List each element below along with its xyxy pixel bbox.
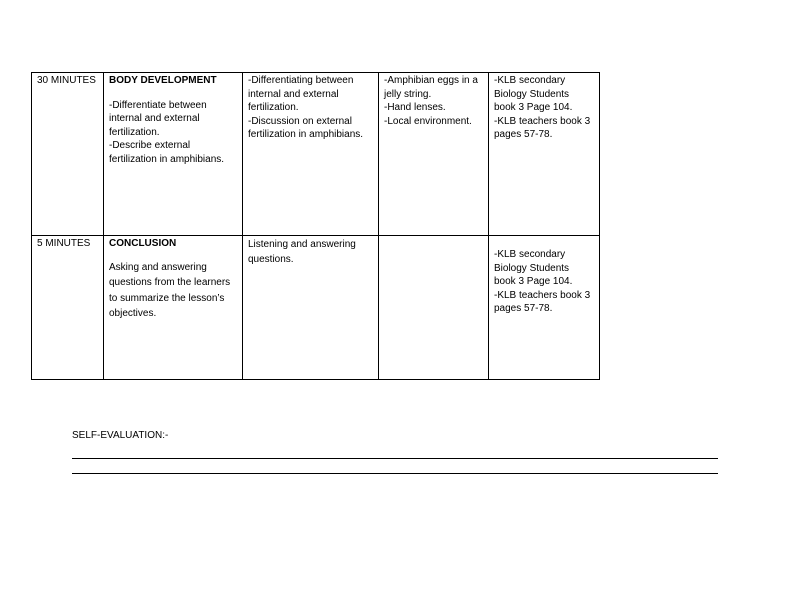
content-cell (104, 73, 243, 236)
learning-resources: -Amphibian eggs in a jelly string. -Hand lenses. -Local environment. (384, 75, 478, 127)
step-heading: CONCLUSION (109, 238, 177, 249)
content-cell (104, 236, 243, 380)
lesson-plan-table (31, 72, 600, 380)
time-cell (32, 236, 104, 380)
writing-line (72, 458, 718, 459)
step-heading: BODY DEVELOPMENT (109, 75, 217, 86)
resources-cell (379, 73, 489, 236)
writing-line (72, 473, 718, 474)
references-cell (489, 73, 600, 236)
table-row (32, 236, 600, 380)
activities-cell (243, 73, 379, 236)
learning-activities: -Differentiating between internal and external fertilization. -Discussion on external fertilization in amphibians. (248, 75, 364, 140)
step-content: -Differentiate between internal and external fertilization. -Describe external fertilization in amphibians. (109, 99, 225, 165)
references-cell (489, 236, 600, 380)
resources-cell (379, 236, 489, 380)
learning-activities: Listening and answering questions. (248, 239, 356, 265)
references: -KLB secondary Biology Students book 3 Page 104. -KLB teachers book 3 pages 57-78. (494, 249, 591, 314)
time-label: 5 MINUTES (37, 238, 91, 249)
time-label: 30 MINUTES (37, 75, 96, 86)
activities-cell (243, 236, 379, 380)
time-cell (32, 73, 104, 236)
references: -KLB secondary Biology Students book 3 Page 104. -KLB teachers book 3 pages 57-78. (494, 75, 591, 140)
table-row (32, 73, 600, 236)
step-content: Asking and answering questions from the learners to summarize the lesson’s objectives. (109, 261, 231, 319)
self-evaluation-label: SELF-EVALUATION:- (72, 430, 169, 441)
